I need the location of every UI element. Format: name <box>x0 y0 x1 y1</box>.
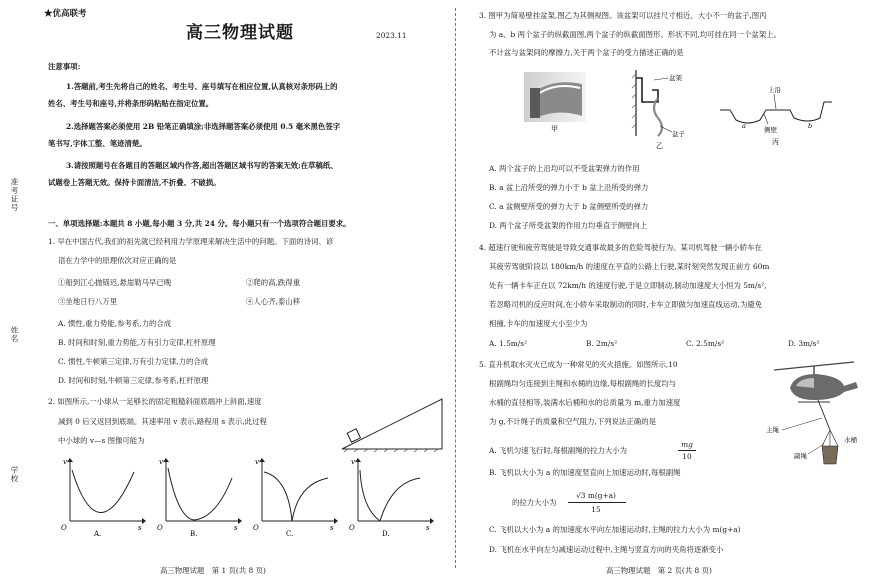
q3-option-d: D. 两个盆子所受盆架的作用力均垂直于侧壁向上 <box>489 221 648 230</box>
q3-option-b: B. a 盆上沿所受的弹力小于 b 盆上沿所受的弹力 <box>489 183 649 192</box>
graph-c-label: C. <box>286 530 294 538</box>
q5-option-c: C. 飞机以大小为 a 的加速度水平向左加速运动时,主绳的拉力大小为 m(g+a) <box>489 525 741 534</box>
label-main-rope: 主绳 <box>766 426 779 434</box>
q5-b-fraction-bar <box>568 502 626 503</box>
figure-jia-photo <box>524 72 586 132</box>
q3-option-c: C. a 盆侧壁所受的弹力大于 b 盆侧壁所受的弹力 <box>489 202 649 211</box>
q4-line5: 相撞,卡车的加速度大小至少为 <box>489 319 588 328</box>
q1-line1: 1. 早在中国古代,我们的祖先就已经利用力学原理来解决生活中的问题。下面的诗词、谚 <box>48 237 334 246</box>
label-a: a <box>742 122 746 130</box>
graph-d-label: D. <box>382 530 390 538</box>
q4-option-d: D. 3m/s² <box>788 339 820 348</box>
school-label: 学校 <box>10 466 19 483</box>
exam-date: 2023.11 <box>376 31 407 40</box>
label-sub-rope: 副绳 <box>794 452 807 460</box>
q4-line3: 处有一辆卡车正在以 72km/h 的速度行驶,于是立即制动,制动加速度大小恒为 5m/s², <box>489 281 767 290</box>
name-label: 姓名 <box>10 326 19 343</box>
label-penzi: 盆子 <box>672 130 685 138</box>
figure-bing-sections <box>716 80 838 146</box>
graph-c <box>250 456 340 538</box>
q5-line4: 为 g,不计绳子的质量和空气阻力,下列说法正确的是 <box>489 417 656 426</box>
note-2b: 笔书写,字体工整、笔迹清楚。 <box>48 139 147 148</box>
footer-left: 高三物理试题 第 1 页(共 8 页) <box>160 566 266 575</box>
q3-line2: 为 a、b 两个盆子的纵截面图,两个盆子的纵截面图形、形状不同,均可挂在同一个盆架上。 <box>489 30 781 39</box>
graph-c-axis-s: s <box>330 524 334 532</box>
q4-option-b: B. 2m/s² <box>586 339 618 348</box>
note-1b: 姓名、考生号和座号,并将条形码粘贴在指定位置。 <box>48 99 214 108</box>
graph-b-axis-v: v <box>159 458 163 466</box>
graph-b-origin: O <box>157 524 163 532</box>
q1-line2: 语在力学中的原理依次对应正确的是 <box>58 256 177 265</box>
q1-poem-2: ②爬的高,跌得重 <box>246 278 301 287</box>
graph-d-axis-s: s <box>426 524 430 532</box>
q5-b-denominator: 15 <box>591 505 601 514</box>
q3-option-a: A. 两个盆子的上沿均可以不受盆架弹力的作用 <box>489 164 640 173</box>
page-divider <box>455 8 456 568</box>
q5-line3: 水桶的直径相等,装满水后桶和水的总质量为 m,重力加速度 <box>489 398 681 407</box>
figure-jia-label: 甲 <box>551 125 558 132</box>
note-3a: 3.请按照题号在各题目的答题区域内作答,超出答题区域书写的答案无效;在草稿纸、 <box>66 161 338 170</box>
graph-a-axis-s: s <box>138 524 142 532</box>
graph-b <box>154 456 244 538</box>
graph-a-label: A. <box>94 530 102 538</box>
graph-d-axis-v: v <box>351 458 355 466</box>
exam-number-label: 准考证号 <box>10 178 19 212</box>
figure-bing-label: 丙 <box>772 138 779 146</box>
graph-a-axis-v: v <box>63 458 67 466</box>
graph-d-origin: O <box>349 524 355 532</box>
q4-option-a: A. 1.5m/s² <box>489 339 528 348</box>
q4-line2: 其疲劳驾驶阶段以 180km/h 的速度在平直的公路上行驶,某时刻突然发现正前方 60m <box>489 262 770 271</box>
q5-a-denominator: 10 <box>682 452 692 461</box>
graph-c-origin: O <box>253 524 259 532</box>
q3-line1: 3. 图甲为简易壁挂盆架,图乙为其侧视图。该盆架可以挂尺寸相近、大小不一的盆子,图丙 <box>479 11 767 20</box>
q5-line2: 根副绳均匀连接到主绳和水桶的边缘,每根副绳的长度均与 <box>489 379 677 388</box>
label-b: b <box>808 122 813 130</box>
label-shangyan: 上沿 <box>768 86 781 94</box>
q4-line1: 4. 超速行驶和疲劳驾驶是导致交通事故最多的危险驾驶行为。某司机驾驶一辆小轿车在 <box>479 243 762 252</box>
q2-line1: 2. 如图所示,一小球从一足够长的固定粗糙斜面底端冲上斜面,速度 <box>48 397 262 406</box>
q3-line3: 不计盆与盆架间的摩擦力,关于两个盆子的受力描述正确的是 <box>489 48 684 57</box>
page-title: 高三物理试题 <box>186 23 294 43</box>
helicopter-figure <box>764 356 864 474</box>
brand: ★优高联考 <box>44 9 87 19</box>
q5-option-d: D. 飞机在水平向左匀减速运动过程中,主绳与竖直方向的夹角将逐渐变小 <box>489 545 724 554</box>
q4-line4: 若忽略司机的反应时间,在小轿车采取制动的同时,卡车立即做匀加速直线运动,为避免 <box>489 300 763 309</box>
q1-poem-4: ④人心齐,泰山移 <box>246 297 301 306</box>
q5-line1: 5. 直升机取水灭火已成为一种常见的灭火措施。如图所示,10 <box>479 360 678 369</box>
q5-option-b-mid: 的拉力大小为 <box>512 498 557 507</box>
graph-b-label: B. <box>190 530 198 538</box>
q1-option-d: D. 时间和时刻,牛顿第三定律,参考系,杠杆原理 <box>58 376 209 385</box>
note-3b: 试题卷上答题无效。保持卡面清洁,不折叠、不破损。 <box>48 178 221 187</box>
graph-b-axis-s: s <box>234 524 238 532</box>
graph-a-origin: O <box>61 524 67 532</box>
section-1-heading: 一、单项选择题:本题共 8 小题,每小题 3 分,共 24 分。每小题只有一个选项符合题目要求。 <box>48 219 351 228</box>
label-bucket: 水桶 <box>844 436 857 444</box>
q1-option-b: B. 时间和时刻,重力势能,万有引力定律,杠杆原理 <box>58 338 216 347</box>
q5-option-a-text: A. 飞机匀速飞行时,每根副绳的拉力大小为 <box>489 446 628 455</box>
q5-b-numerator: √3 m(g+a) <box>576 491 616 500</box>
q2-line2: 减到 0 后又返回到底端。其速率用 v 表示,路程用 s 表示,此过程 <box>58 417 267 426</box>
incline-figure <box>338 395 448 453</box>
q1-poem-3: ③坐地日行八万里 <box>58 297 118 306</box>
figure-yi-label: 乙 <box>656 142 663 150</box>
q1-option-c: C. 惯性,牛顿第三定律,万有引力定律,力的合成 <box>58 357 209 366</box>
q1-option-a: A. 惯性,重力势能,参考系,力的合成 <box>58 319 172 328</box>
note-2a: 2.选择题答案必须使用 2B 铅笔正确填涂;非选择题答案必须使用 0.5 毫米黑色签字 <box>66 122 341 131</box>
q5-a-numerator: mg <box>681 440 693 449</box>
graph-d <box>346 456 436 538</box>
q5-option-b-text: B. 飞机以大小为 a 的加速度竖直向上加速运动时,每根副绳 <box>489 468 681 477</box>
q4-option-c: C. 2.5m/s² <box>686 339 725 348</box>
graph-a <box>58 456 148 538</box>
q5-a-fraction-bar <box>678 450 696 451</box>
label-cebi: 侧壁 <box>764 126 777 134</box>
figure-yi-sideview <box>628 68 698 150</box>
label-penjia: 盆架 <box>669 74 682 82</box>
note-1a: 1.答题前,考生先将自己的姓名、考生号、座号填写在相应位置,认真核对条形码上的 <box>66 82 338 91</box>
graph-c-axis-v: v <box>255 458 259 466</box>
q1-poem-1: ①船到江心抛锚迟,悬崖勒马早已晚 <box>58 278 172 287</box>
footer-right: 高三物理试题 第 2 页(共 8 页) <box>606 566 712 575</box>
q2-line3: 中小球的 v—s 图像可能为 <box>58 436 145 445</box>
notes-title: 注意事项: <box>48 62 81 71</box>
